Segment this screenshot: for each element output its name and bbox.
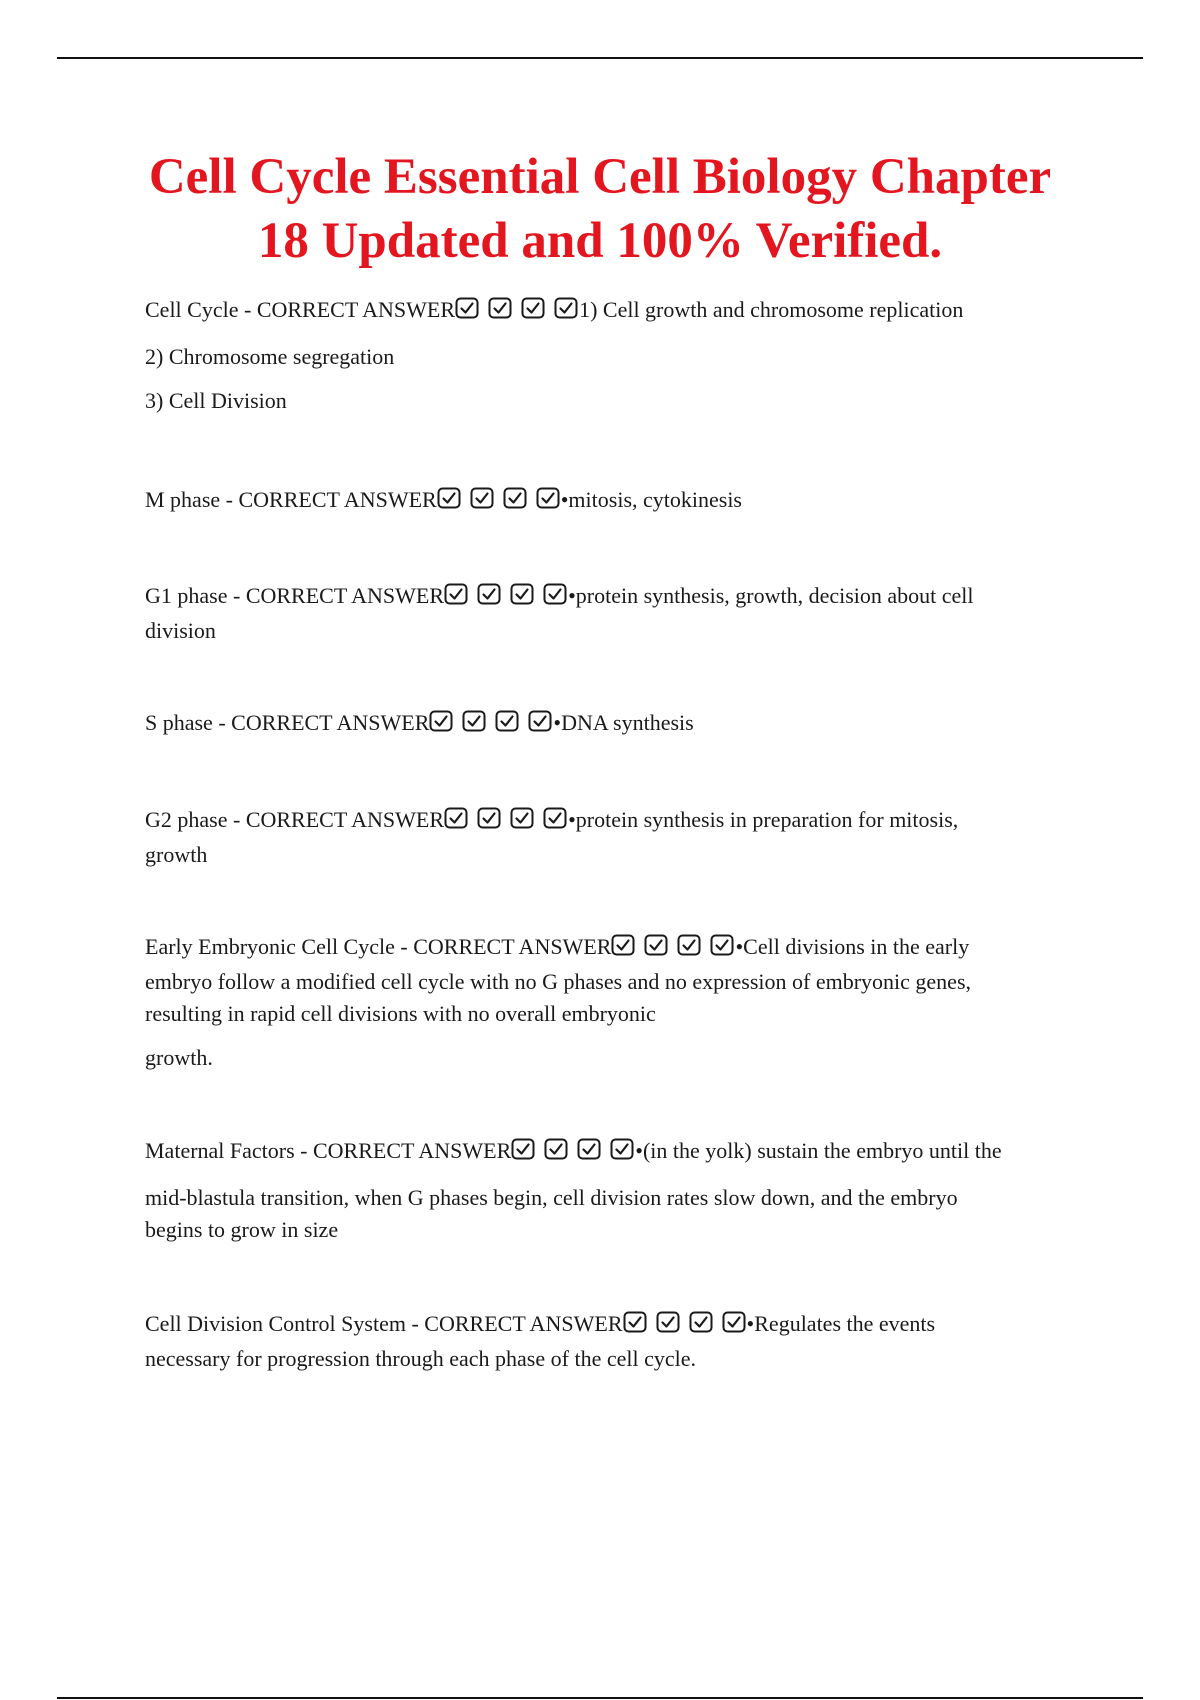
checked-box-icon — [722, 1311, 746, 1333]
checked-box-icon — [462, 710, 486, 732]
bottom-rule — [57, 1697, 1143, 1699]
check-group — [444, 583, 568, 615]
entry-term: Maternal Factors — [145, 1138, 295, 1163]
entry-term: G1 phase — [145, 583, 228, 608]
answer-line: growth — [145, 842, 208, 867]
checked-box-icon — [488, 297, 512, 319]
check-group — [455, 297, 579, 329]
title-line-2: 18 Updated and 100% Verified. — [257, 213, 943, 269]
checked-box-icon — [511, 1138, 535, 1160]
checked-box-icon — [444, 807, 468, 829]
checked-box-icon — [610, 1138, 634, 1160]
entry-maternal-factors — [145, 1135, 1090, 1246]
dash-separator: - — [218, 710, 226, 735]
checked-box-icon — [554, 297, 578, 319]
answer-line: •Regulates the events — [746, 1311, 936, 1336]
checked-box-icon — [470, 487, 494, 509]
check-group — [623, 1311, 747, 1343]
answer-line: 1) Cell growth and chromosome replication — [579, 297, 964, 322]
checked-box-icon — [510, 583, 534, 605]
checked-box-icon — [495, 710, 519, 732]
checked-box-icon — [510, 807, 534, 829]
checked-box-icon — [437, 487, 461, 509]
entry-g2-phase — [145, 804, 1090, 871]
checked-box-icon — [521, 297, 545, 319]
checked-box-icon — [477, 807, 501, 829]
document-title — [100, 145, 1100, 273]
dash-separator: - — [300, 1138, 308, 1163]
checked-box-icon — [543, 583, 567, 605]
check-group — [611, 934, 735, 966]
dash-separator: - — [243, 297, 252, 322]
checked-box-icon — [503, 487, 527, 509]
checked-box-icon — [710, 934, 734, 956]
title-line-1: Cell Cycle Essential Cell Biology Chapter — [148, 149, 1052, 205]
answer-marker: CORRECT ANSWER — [245, 807, 445, 832]
answer-marker: CORRECT ANSWER — [256, 297, 456, 322]
checked-box-icon — [623, 1311, 647, 1333]
answer-line: growth. — [145, 1045, 213, 1070]
dash-separator: - — [225, 487, 233, 512]
entry-cell-cycle — [145, 294, 1090, 417]
entry-term: S phase — [145, 710, 213, 735]
dash-separator: - — [400, 934, 408, 959]
checked-box-icon — [644, 934, 668, 956]
top-rule — [57, 57, 1143, 59]
answer-marker: CORRECT ANSWER — [231, 710, 430, 735]
checked-box-icon — [577, 1138, 601, 1160]
answer-marker: CORRECT ANSWER — [424, 1311, 623, 1336]
answer-line: 3) Cell Division — [145, 388, 287, 413]
entry-g1-phase — [145, 580, 1090, 647]
dash-separator: - — [232, 807, 241, 832]
answer-line: 2) Chromosome segregation — [145, 344, 395, 369]
entry-term: Cell Cycle — [145, 297, 239, 322]
check-group — [429, 710, 553, 742]
answer-line: •mitosis, cytokinesis — [560, 487, 742, 512]
answer-marker: CORRECT ANSWER — [313, 1138, 512, 1163]
dash-separator: - — [232, 583, 241, 608]
answer-line: necessary for progression through each phase of the cell cycle. — [145, 1346, 696, 1371]
checked-box-icon — [429, 710, 453, 732]
entry-s-phase — [145, 707, 1090, 742]
check-group — [437, 487, 561, 519]
check-group — [511, 1138, 635, 1170]
answer-line: •DNA synthesis — [553, 710, 694, 735]
answer-line: resulting in rapid cell divisions with no overall embryonic — [145, 1001, 656, 1026]
answer-line: •(in the yolk) sustain the embryo until the — [635, 1138, 1002, 1163]
checked-box-icon — [543, 807, 567, 829]
entry-cell-division-control-system — [145, 1308, 1090, 1375]
checked-box-icon — [544, 1138, 568, 1160]
entry-m-phase — [145, 484, 1090, 519]
answer-marker: CORRECT ANSWER — [238, 487, 437, 512]
answer-line: embryo follow a modified cell cycle with no G phases and no expression of embryonic genes, — [145, 969, 971, 994]
entry-term: Early Embryonic Cell Cycle — [145, 934, 395, 959]
checked-box-icon — [677, 934, 701, 956]
answer-line: mid-blastula transition, when G phases begin, cell division rates slow down, and the embryo — [145, 1185, 958, 1210]
checked-box-icon — [455, 297, 479, 319]
answer-line: •protein synthesis, growth, decision about cell — [568, 583, 974, 608]
answer-line: division — [145, 618, 216, 643]
check-group — [444, 807, 568, 839]
checked-box-icon — [477, 583, 501, 605]
checked-box-icon — [611, 934, 635, 956]
answer-line: •Cell divisions in the early — [735, 934, 970, 959]
checked-box-icon — [536, 487, 560, 509]
answer-line: begins to grow in size — [145, 1217, 339, 1242]
entry-term: Cell Division Control System — [145, 1311, 406, 1336]
entry-term: M phase — [145, 487, 221, 512]
entry-early-embryonic-cell-cycle — [145, 931, 1090, 1074]
checked-box-icon — [656, 1311, 680, 1333]
checked-box-icon — [528, 710, 552, 732]
answer-marker: CORRECT ANSWER — [245, 583, 445, 608]
checked-box-icon — [444, 583, 468, 605]
answer-line: •protein synthesis in preparation for mitosis, — [568, 807, 959, 832]
answer-marker: CORRECT ANSWER — [413, 934, 612, 959]
entry-term: G2 phase — [145, 807, 228, 832]
dash-separator: - — [411, 1311, 419, 1336]
checked-box-icon — [689, 1311, 713, 1333]
